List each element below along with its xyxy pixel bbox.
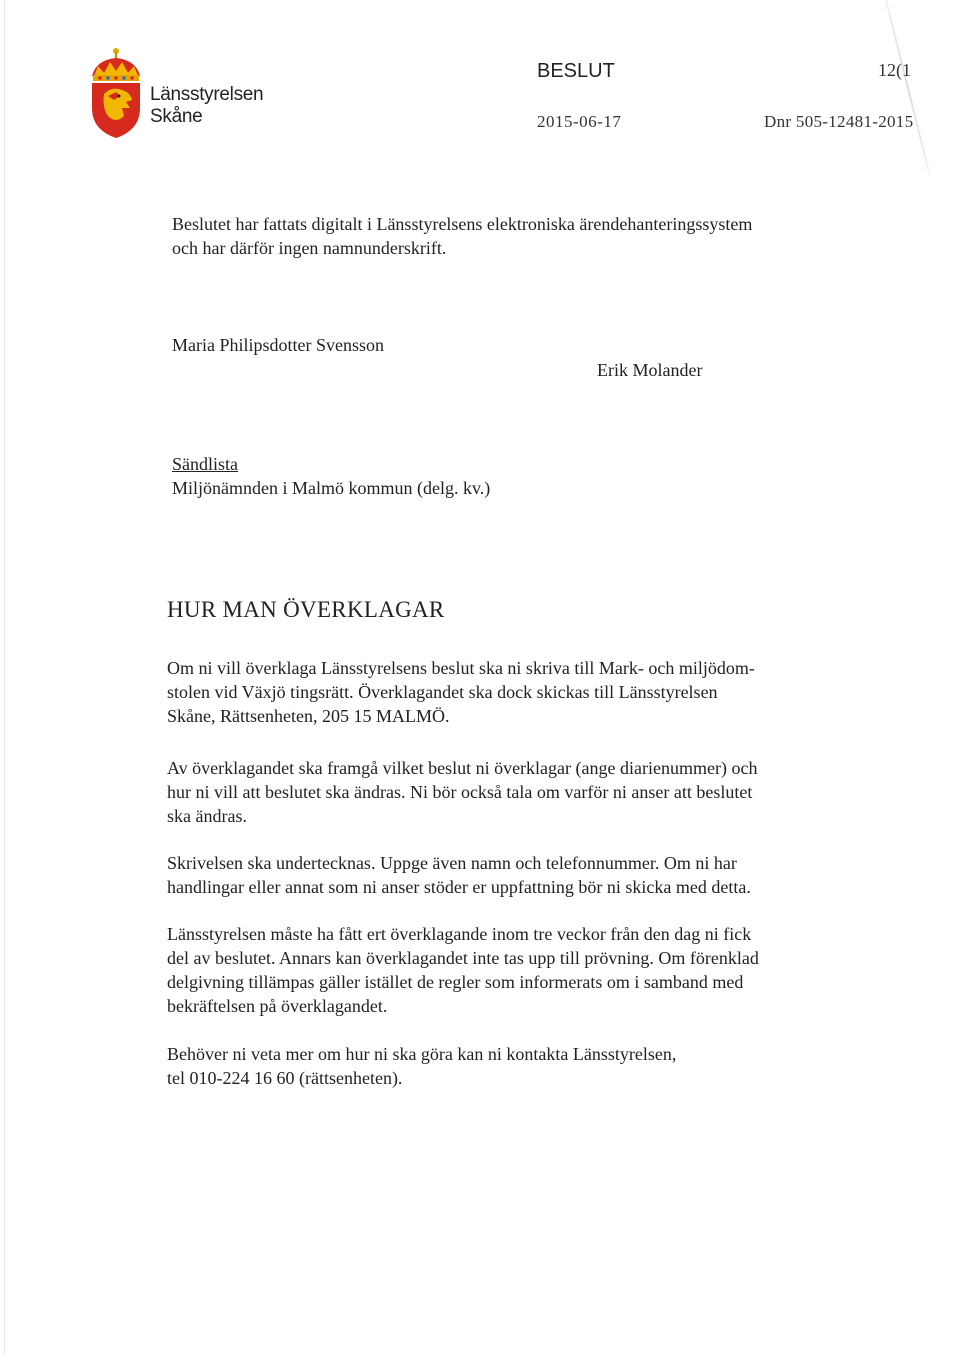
appeal-paragraph-5 [167, 1042, 817, 1090]
paragraph-line: del av beslutet. Annars kan överklagandet inte tas upp till prövning. Om förenklad [167, 948, 759, 968]
organisation-name-line1: Länsstyrelsen [150, 84, 264, 105]
appeal-paragraph-3 [167, 851, 817, 899]
signatory-2: Erik Molander [597, 360, 703, 380]
paragraph-line: Länsstyrelsen måste ha fått ert överklagande inom tre veckor från den dag ni fick [167, 924, 752, 944]
document-type: BESLUT [537, 60, 615, 82]
digital-note-line: Beslutet har fattats digitalt i Länsstyrelsens elektroniska ärendehanteringssystem [172, 214, 753, 234]
digital-note-line: och har därför ingen namnunderskrift. [172, 238, 447, 258]
appeal-heading: HUR MAN ÖVERKLAGAR [167, 597, 445, 622]
digital-decision-note [172, 212, 752, 260]
paragraph-line: Skåne, Rättsenheten, 205 15 MALMÖ. [167, 706, 450, 726]
paragraph-line: tel 010-224 16 60 (rättsenheten). [167, 1068, 403, 1088]
paragraph-line: delgivning tillämpas gäller istället de regler som informerats om i samband med [167, 972, 744, 992]
organisation-name [150, 84, 263, 128]
crest-logo [86, 46, 146, 140]
document-date: 2015-06-17 [537, 112, 622, 131]
appeal-paragraph-1 [167, 656, 817, 728]
diary-number: Dnr 505-12481-2015 [764, 112, 914, 131]
scan-edge [4, 0, 5, 1354]
paragraph-line: Skrivelsen ska undertecknas. Uppge även namn och telefonnummer. Om ni har [167, 853, 737, 873]
page-number: 12(1 [878, 60, 911, 80]
paragraph-line: Av överklagandet ska framgå vilket beslut ni överklagar (ange diarienummer) och [167, 758, 758, 778]
appeal-paragraph-2 [167, 756, 817, 828]
distribution-list-item: Miljönämnden i Malmö kommun (delg. kv.) [172, 478, 491, 498]
paragraph-line: Behöver ni veta mer om hur ni ska göra kan ni kontakta Länsstyrelsen, [167, 1044, 677, 1064]
paragraph-line: Om ni vill överklaga Länsstyrelsens beslut ska ni skriva till Mark- och miljödom- [167, 658, 755, 678]
paragraph-line: handlingar eller annat som ni anser stöder er uppfattning bör ni skicka med detta. [167, 877, 751, 897]
scan-artifact [885, 0, 930, 175]
paragraph-line: hur ni vill att beslutet ska ändras. Ni bör också tala om varför ni anser att beslutet [167, 782, 753, 802]
paragraph-line: bekräftelsen på överklagandet. [167, 996, 388, 1016]
appeal-paragraph-4 [167, 922, 817, 1018]
organisation-name-line2: Skåne [150, 106, 203, 127]
signatory-1: Maria Philipsdotter Svensson [172, 335, 384, 355]
distribution-list-heading: Sändlista [172, 454, 238, 474]
paragraph-line: stolen vid Växjö tingsrätt. Överklagandet ska dock skickas till Länsstyrelsen [167, 682, 718, 702]
paragraph-line: ska ändras. [167, 806, 247, 826]
